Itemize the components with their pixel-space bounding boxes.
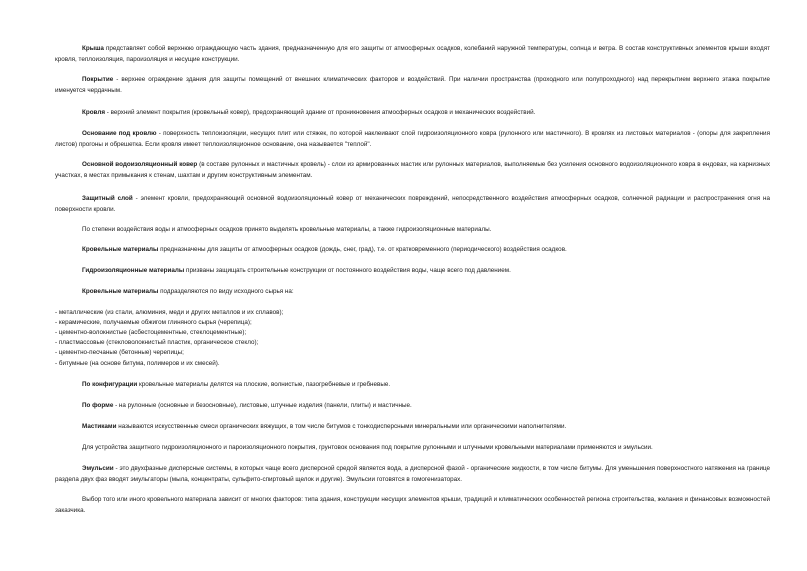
list-item: - битумные (на основе битума, полимеров и их смесей). — [55, 360, 220, 367]
paragraph-emulsion-use — [55, 443, 770, 454]
term: Покрытие — [82, 76, 114, 83]
text: представляет собой верхнюю ограждающую часть здания, предназначенную для его защиты от атмосферных осадков, колебаний наружной температуры, солнца и ветра. В состав конструктивных элементов крыши входят кровля, теплоизоляция, пароизоляция и несущие конструкции. — [55, 45, 770, 63]
paragraph-emulsions — [55, 464, 770, 485]
term: Кровля — [82, 109, 105, 116]
paragraph-configuration — [55, 380, 770, 391]
paragraph-roof — [55, 44, 770, 65]
list-item: - пластмассовые (стекловолокнистый пластик, органическое стекло); — [55, 339, 259, 346]
text: - на рулонные (основные и безосновные), листовые, штучные изделия (панели, плиты) и мастичные. — [113, 402, 412, 409]
text: По степени воздействия воды и атмосферных осадков принято выделять кровельные материалы, а также гидроизоляционные материалы. — [82, 226, 492, 233]
text: (в составе рулонных и мастичных кровель) - слои из армированных мастик или рулонных материалов, выполняемые без усиления основного водоизоляционного ковра в ендовах, на карнизных участках, в местах примыкания к стенам, шахтам и другим конструктивным элементам. — [55, 161, 770, 179]
text: призваны защищать строительные конструкции от постоянного воздействия воды, чаще всего под давлением. — [184, 267, 511, 274]
paragraph-exposure — [55, 225, 770, 236]
term: По конфигурации — [82, 381, 138, 388]
text: - верхний элемент покрытия (кровельный ковер), предохраняющий здание от проникновения атмосферных осадков и механических воздействий. — [105, 109, 536, 116]
text: кровельные материалы делятся на плоские, волнистые, пазогребневые и гребневые. — [137, 381, 391, 388]
paragraph-classification — [55, 287, 770, 298]
term: Крыша — [82, 45, 104, 52]
text: называются искусственные смеси органических вяжущих, в том числе битумов с тонкодисперсными минеральными или органическими наполнителями. — [116, 423, 567, 430]
text: подразделяются по виду исходного сырья на: — [158, 288, 294, 295]
term: Гидроизоляционные материалы — [82, 267, 185, 274]
paragraph-roofing — [55, 108, 770, 119]
text: - элемент кровли, предохраняющий основной водоизоляционный ковер от механических повреждений, непосредственного воздействия атмосферных осадков, солнечной радиации и распространения огня на поверхности кровли. — [55, 195, 770, 213]
text: предназначены для защиты от атмосферных осадков (дождь, снег, град), т.е. от кратковременного (периодического) воздействия осадков. — [158, 246, 567, 253]
paragraph-main-carpet — [55, 160, 770, 181]
paragraph-choice — [55, 495, 770, 516]
text: - поверхность теплоизоляции, несущих плит или стяжек, по которой наклеивают слой гидроизоляционного ковра (рулонного или мастичного). В кровлях из листовых материалов - (опоры для закрепления листов) прогоны и обрешетка. Если кровля имеет теплоизоляционное основание, она называется "теплой". — [55, 130, 770, 148]
list-item: - цементно-волокнистые (асбестоцементные, стеклоцементные); — [55, 329, 247, 336]
term: Мастиками — [82, 423, 117, 430]
term: Кровельные материалы — [82, 288, 159, 295]
term: Защитный слой — [82, 195, 133, 202]
term: Основание под кровлю — [82, 130, 157, 137]
term: По форме — [82, 402, 114, 409]
term: Основной водоизоляционный ковер — [82, 161, 198, 168]
paragraph-covering — [55, 75, 770, 96]
text: Для устройства защитного гидроизоляционного и пароизоляционного покрытия, грунтовок основания под покрытие рулонными и штучными кровельными материалами применяются и эмульсии. — [82, 444, 653, 451]
term: Эмульсии — [82, 465, 114, 472]
paragraph-base — [55, 129, 770, 150]
paragraph-form — [55, 401, 770, 412]
list-item: - металлические (из стали, алюминия, меди и других металлов и их сплавов); — [55, 309, 284, 316]
list-item: - цементно-песчаные (бетонные) черепицы; — [55, 349, 184, 356]
paragraph-mastics — [55, 422, 770, 433]
text: - это двухфазные дисперсные системы, в которых чаще всего дисперсной средой является вода, а дисперсной фазой - органические жидкости, в том числе битумы. Для уменьшения поверхностного натяжения на границе раздела двух фаз вводят эмульгаторы (мыла, концентраты, сульфито-спиртовый щелок и другие). Эмульсии готовятся в гомогенизаторах. — [55, 465, 770, 483]
text: Выбор того или иного кровельного материала зависит от многих факторов: типа здания, конструкции несущих элементов крыши, традиций и климатических особенностей региона строительства, желания и финансовых возможностей заказчика. — [55, 496, 770, 514]
term: Кровельные материалы — [82, 246, 159, 253]
text: - верхнее ограждение здания для защиты помещений от внешних климатических факторов и воздействий. При наличии пространства (проходного или полупроходного) над перекрытием верхнего этажа покрытие именуется чердачным. — [55, 76, 770, 94]
paragraph-protective-layer — [55, 194, 770, 215]
list-item: - керамические, получаемые обжигом глиняного сырья (черепица); — [55, 319, 252, 326]
paragraph-roof-materials — [55, 245, 770, 256]
paragraph-waterproofing — [55, 266, 770, 277]
